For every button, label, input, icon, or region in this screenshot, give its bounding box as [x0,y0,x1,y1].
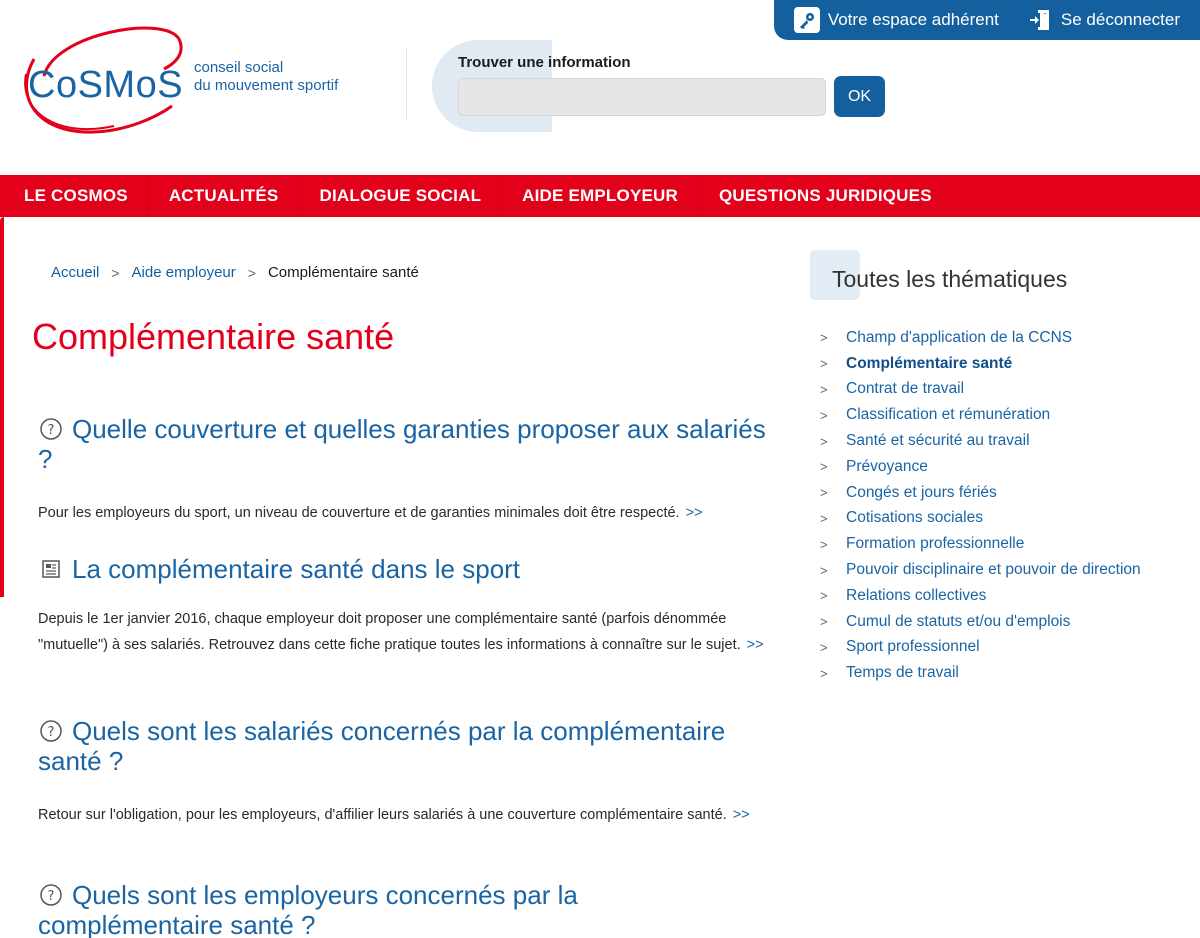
sidebar-item[interactable] [820,506,1141,532]
chevron-right-icon: > [820,562,828,578]
svg-text:?: ? [47,889,55,904]
sidebar-item-label: Classification et rémunération [846,406,1051,424]
search-title: Trouver une information [458,54,631,71]
sidebar-item[interactable] [820,325,1141,351]
nav-item-actualites[interactable]: ACTUALITÉS [149,175,300,217]
nav-item-le-cosmos[interactable]: LE COSMOS [4,175,149,217]
document-icon [38,555,64,581]
sidebar-item[interactable] [820,583,1141,609]
key-icon [794,7,820,33]
user-bar [774,0,1200,40]
article-teaser [38,414,768,526]
sidebar-item[interactable] [820,531,1141,557]
article-title[interactable] [38,880,768,938]
search-ok-button[interactable]: OK [834,76,885,117]
article-summary [38,500,768,526]
chevron-right-icon: > [820,433,828,449]
article-summary-text: Depuis le 1er janvier 2016, chaque employeur doit proposer une complémentaire santé (parfois dénommée "mutuelle") à ses salariés. Retrouvez dans cette fiche pratique toutes les informations à connaître sur le sujet. [38,611,741,653]
logo-wordmark: CoSMoS [28,64,184,106]
read-more-link[interactable]: >> [685,505,703,521]
sidebar-item-label: Champ d'application de la CCNS [846,328,1073,346]
svg-text:?: ? [47,725,55,740]
search-input[interactable] [458,78,826,116]
logout-door-icon [1027,7,1053,33]
nav-item-aide-employeur[interactable]: AIDE EMPLOYEUR [502,175,699,217]
chevron-right-icon: > [820,459,828,475]
sidebar-item[interactable] [820,480,1141,506]
sidebar-item-label: Contrat de travail [846,380,965,398]
logo-tagline-line-2: du mouvement sportif [194,77,339,94]
chevron-right-icon: > [820,639,828,655]
article-summary-text: Retour sur l'obligation, pour les employeurs, d'affilier leurs salariés à une couverture complémentaire santé. [38,807,727,823]
sidebar-item[interactable] [820,557,1141,583]
chevron-right-icon: > [820,381,828,397]
chevron-right-icon: > [820,407,828,423]
question-icon [38,415,64,441]
sidebar-item-label: Cotisations sociales [846,509,983,527]
article-summary [38,802,768,828]
article-title[interactable] [38,554,768,584]
article-teaser [38,554,768,658]
article-summary-text: Pour les employeurs du sport, un niveau de couverture et de garanties minimales doit être respecté. [38,505,680,521]
nav-item-questions-juridiques[interactable]: QUESTIONS JURIDIQUES [718,186,932,205]
sidebar-item[interactable] [820,402,1141,428]
sidebar-item-label: Pouvoir disciplinaire et pouvoir de direction [846,561,1141,579]
sidebar-item-label: Prévoyance [846,457,928,475]
sidebar-item[interactable] [820,351,1141,377]
cosmos-logo[interactable] [14,14,374,138]
member-space-link[interactable] [794,7,999,33]
themes-list [820,325,1141,686]
question-icon [38,717,64,743]
nav-item-dialogue-social[interactable]: DIALOGUE SOCIAL [299,175,502,217]
breadcrumb [51,264,419,281]
article-title-text: Quels sont les salariés concernés par la complémentaire santé ? [38,716,726,776]
chevron-right-icon: > [820,356,828,372]
sidebar-item[interactable] [820,609,1141,635]
breadcrumb-current: Complémentaire santé [267,264,419,281]
chevron-right-icon: > [820,510,828,526]
article-title-text: Quels sont les employeurs concernés par la complémentaire santé ? [38,880,578,938]
logo-tagline-line-1: conseil social [194,59,284,76]
chevron-right-icon: > [820,485,828,501]
read-more-link[interactable]: >> [732,807,750,823]
logo-tagline [194,59,338,95]
chevron-right-icon: > [820,665,828,681]
article-title-text: La complémentaire santé dans le sport [72,554,521,584]
breadcrumb-parent[interactable]: Aide employeur [131,264,236,281]
article-teaser [38,880,768,938]
question-icon [38,881,64,907]
content-frame-edge [0,217,4,597]
chevron-right-icon: > [820,614,828,630]
svg-text:?: ? [47,423,55,438]
sidebar-item[interactable] [820,660,1141,686]
chevron-right-icon: > [820,588,828,604]
read-more-link[interactable]: >> [746,637,764,653]
sidebar-title: Toutes les thématiques [832,266,1068,292]
sidebar-item[interactable] [820,635,1141,661]
article-summary [38,606,768,658]
page-title: Complémentaire santé [32,316,395,357]
logout-label: Se déconnecter [1060,10,1180,29]
sidebar-item-label: Complémentaire santé [846,354,1013,372]
sidebar-item[interactable] [820,454,1141,480]
article-teaser [38,716,768,828]
sidebar-item-label: Relations collectives [846,586,987,604]
sidebar-item-label: Santé et sécurité au travail [846,432,1030,450]
sidebar-item-label: Formation professionnelle [846,535,1025,553]
breadcrumb-separator: > [247,264,256,281]
breadcrumb-home[interactable]: Accueil [51,264,100,281]
article-title[interactable] [38,716,768,776]
sidebar-item-label: Temps de travail [846,664,959,682]
header-divider [406,48,407,120]
search-box [432,40,902,130]
sidebar-item[interactable] [820,377,1141,403]
main-nav [0,175,1200,217]
breadcrumb-separator: > [111,264,120,281]
logout-link[interactable] [1027,7,1180,33]
chevron-right-icon: > [820,330,828,346]
sidebar-item[interactable] [820,428,1141,454]
member-space-label: Votre espace adhérent [827,10,999,29]
sidebar-item-label: Sport professionnel [846,638,980,656]
sidebar-item-label: Cumul de statuts et/ou d'emplois [846,612,1071,630]
article-title[interactable] [38,414,768,474]
sidebar-item-label: Congés et jours fériés [846,483,997,501]
article-title-text: Quelle couverture et quelles garanties proposer aux salariés ? [38,414,766,474]
chevron-right-icon: > [820,536,828,552]
site-header [0,0,1200,175]
